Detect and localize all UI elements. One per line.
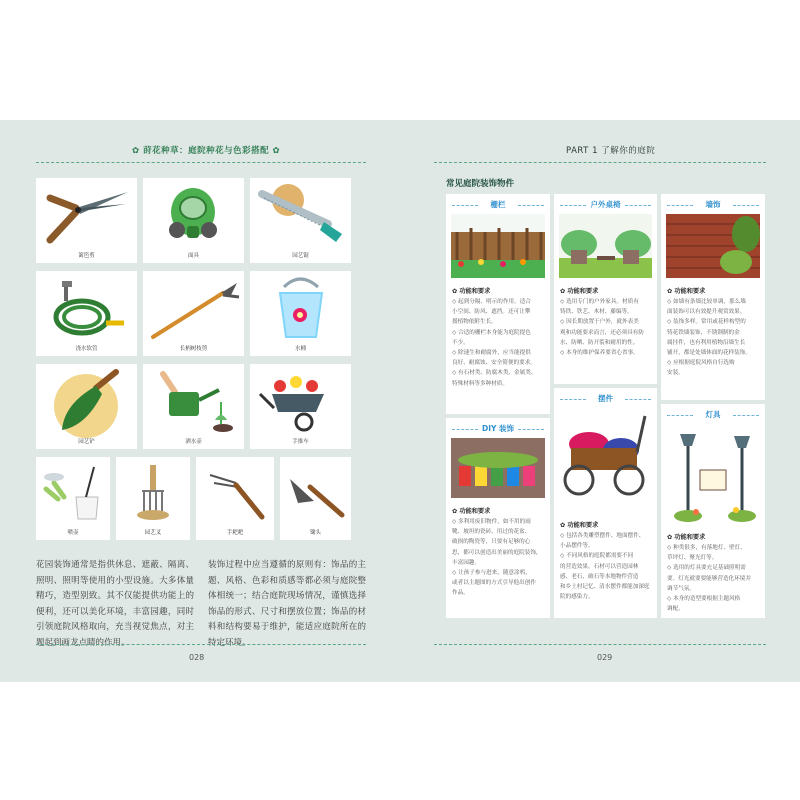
- card-heading: ✿ 功能和要求: [560, 522, 599, 529]
- card-body: ◇ 如墙有条墙比较单调，那么墙 面装饰可以有效提升观赏效果。 ◇ 装饰多样。常用或花样构型的 铸花铁墙装饰，不锈钢制的金 属挂件，也有利用植物沿墙生长 铺开，都是处墙体面的花样装饰。 ◇ 应根据庭院风格自行选购 安装。: [667, 299, 751, 377]
- card-title: 户外桌椅: [590, 200, 621, 209]
- tool-label: 锄头: [309, 530, 321, 536]
- left-page-header: ✿ 莳花种草：庭院种花与色彩搭配 ✿: [132, 146, 281, 156]
- header-divider: [434, 162, 766, 163]
- footer-divider: [434, 644, 766, 645]
- card-body: ◇ 种类很多，有落地灯、壁灯、 草坪灯、聚光灯等。 ◇ 选用的灯具要充足基础照明需 要。灯光就要要能够营造化环境并 调节气氛。 ◇ 本身的造型要根据主题风格 调配。: [667, 545, 751, 613]
- tool-label: 喷壶: [67, 530, 79, 536]
- card-body: ◇ 选用专门的户外家具。材质有 铸铁、铁艺、木材、藤编等。 ◇ 因长期放置于户外，就外表美 观和功能要求而言，还必须具有防 水、防晒、防开裂和耐用的性。 ◇ 本身的维护保养要省心省事。: [560, 299, 644, 357]
- tool-card: [280, 457, 351, 540]
- card-heading: ✿ 功能和要求: [452, 508, 491, 515]
- card-heading: ✿ 功能和要求: [667, 534, 706, 541]
- principles-paragraph: 装饰过程中应当遵循的原则有：饰品的主题、风格、色彩和质感等都必须与庭院整体相统一；结合庭院现场情况，谨慎选择饰品的形式、尺寸和摆放位置；饰品的材料和结构要易于维护，能适应庭院所在的特定环境。: [208, 560, 366, 648]
- card-outdoor-furniture: [554, 194, 657, 384]
- ornament-cart-image: [559, 408, 652, 512]
- card-title: 灯具: [705, 410, 721, 419]
- tool-card: [36, 364, 137, 449]
- card-body: ◇ 起到分隔、明示的作用。适合 小空间、防风、遮挡。还可让攀 援植物依附生长。 ◇ 合适的栅栏本身能为庭院提色 不少。 ◇ 除速生和耐腐外，应当能提供 良好、耐腐蚀、安全简便的要求。 ◇ 有石材类、防腐木类、金属类、 特殊材料等多种材质。: [452, 299, 537, 387]
- card-fence: [446, 194, 550, 414]
- tool-label: 篱笆剪: [78, 253, 95, 259]
- tool-card: [196, 457, 274, 540]
- tool-label: 园艺叉: [144, 530, 162, 536]
- card-title: 摆件: [598, 394, 613, 403]
- card-body: ◇ 包括各类雕塑摆件、地面摆件、 小品摆件等。 ◇ 不同风格的庭院都需要不同 的营造效果，石材可以营造园林 感、老石、破石等本地物件营造 和乡土村记忆、清水摆件都能加深庭 院的感染力。: [560, 533, 650, 601]
- wall-decor-image: [666, 214, 760, 278]
- tool-card: [36, 271, 137, 356]
- tool-card: [250, 271, 351, 356]
- tool-card: [36, 457, 110, 540]
- section-title: 常见庭院装饰物件: [446, 179, 515, 189]
- card-wall-decor: [661, 194, 765, 400]
- tool-card: [250, 364, 351, 449]
- tool-card: [143, 271, 244, 356]
- left-page: [0, 120, 400, 682]
- card-diy-decor: [446, 418, 550, 618]
- header-divider: [36, 162, 366, 163]
- tool-label: 手推车: [292, 439, 309, 445]
- tool-card: [143, 364, 244, 449]
- card-title: 墙饰: [705, 200, 721, 209]
- outdoor-furniture-image: [559, 214, 652, 278]
- tool-label: 长柄树枝剪: [179, 346, 208, 352]
- tool-card: [250, 178, 351, 263]
- tool-label: 园艺铲: [78, 439, 95, 445]
- card-body: ◇ 多利用废旧物件，如不用的雨 靴、坡坦的瓷砖、用过的花盆、 破损的陶瓷等，只要有足够的心 思，都可以创造出美丽的庭院装饰， 丰富园趣。 ◇ 让孩子参与进来，随意涂鸦， 或者以主题图的方式引导他出创作 作品。: [452, 519, 542, 597]
- tool-label: 园艺锯: [292, 253, 309, 259]
- tool-card: [116, 457, 190, 540]
- tool-label: 面具: [187, 253, 199, 259]
- page-number: 029: [597, 653, 613, 662]
- page-number: 028: [189, 653, 205, 662]
- right-page-header: PART 1 了解你的庭院: [566, 146, 656, 156]
- card-lamps: [661, 404, 765, 618]
- card-ornament: [554, 388, 657, 618]
- tool-card: [36, 178, 137, 263]
- footer-divider: [36, 644, 366, 645]
- fence-image: [451, 214, 545, 278]
- card-heading: ✿ 功能和要求: [667, 288, 706, 295]
- tool-label: 洒水壶: [185, 439, 202, 445]
- diy-decor-image: [451, 438, 545, 498]
- right-page: [400, 120, 800, 682]
- card-heading: ✿ 功能和要求: [560, 288, 599, 295]
- tool-label: 浇水软管: [75, 346, 98, 352]
- card-title: DIY 装饰: [481, 424, 515, 433]
- tool-label: 水桶: [294, 346, 306, 352]
- tool-label: 手耙耙: [226, 530, 244, 536]
- book-spread: [0, 120, 800, 682]
- intro-paragraph: 花园装饰通常是指供休息、遮蔽、隔离、照明、照明等使用的小型设施。大多体量精巧，造型别致。其不仅能提供功能上的便利，还可以美化环境，丰富园趣，同时引领庭院风格取向，充当视觉焦点，对主题起到画龙点睛的作用。: [36, 560, 194, 648]
- card-title: 栅栏: [490, 200, 506, 209]
- card-heading: ✿ 功能和要求: [452, 288, 491, 295]
- tool-card: [143, 178, 244, 263]
- lamps-image: [666, 424, 760, 524]
